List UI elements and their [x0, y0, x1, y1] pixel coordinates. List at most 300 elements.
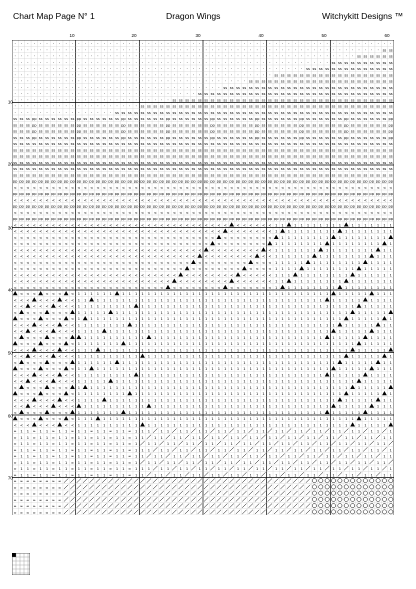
- stitch-symbol: ·: [167, 78, 169, 84]
- stitch-symbol: pp: [254, 204, 260, 209]
- stitch-symbol: <: [32, 404, 36, 409]
- stitch-symbol: 1: [173, 317, 176, 322]
- stitch-symbol: 1: [332, 454, 335, 459]
- stitch-symbol: ss: [185, 129, 189, 134]
- stitch-symbol: ss: [318, 148, 323, 153]
- stitch-symbol: pp: [70, 192, 75, 197]
- stitch-symbol: ss: [306, 98, 310, 103]
- stitch-slash: [389, 441, 393, 445]
- stitch-symbol: 1: [96, 317, 100, 322]
- stitch-symbol: pp: [159, 192, 164, 197]
- stitch-symbol: 1: [255, 417, 259, 422]
- stitch-symbol: <: [70, 404, 74, 409]
- stitch-symbol: pp: [82, 204, 88, 209]
- stitch-symbol: ∞: [51, 454, 55, 459]
- stitch-symbol: ∞: [70, 429, 74, 434]
- stitch-symbol: <: [32, 385, 36, 390]
- stitch-symbol: <: [217, 229, 221, 234]
- stitch-symbol: 1: [185, 354, 189, 359]
- stitch-symbol: pp: [242, 217, 247, 222]
- stitch-symbol: <: [102, 260, 106, 265]
- stitch-slash: [229, 510, 233, 514]
- stitch-triangle: [70, 385, 75, 389]
- stitch-triangle: [344, 316, 349, 320]
- stitch-symbol: ·: [301, 47, 303, 53]
- stitch-slash: [261, 491, 265, 495]
- stitch-symbol: <: [115, 242, 119, 247]
- stitch-symbol: ss: [274, 85, 279, 90]
- stitch-symbol: <: [121, 229, 125, 234]
- stitch-symbol: ·: [148, 72, 150, 78]
- stitch-symbol: 1: [313, 329, 316, 334]
- stitch-symbol: 1: [77, 292, 80, 297]
- stitch-symbol: <: [26, 335, 30, 340]
- stitch-symbol: ss: [45, 167, 49, 172]
- stitch-symbol: 1: [313, 323, 316, 328]
- stitch-circle: [350, 510, 354, 514]
- stitch-symbol: 1: [319, 242, 322, 247]
- stitch-symbol: <: [77, 242, 81, 247]
- stitch-symbol: pp: [191, 179, 196, 184]
- stitch-symbol: <: [255, 223, 259, 228]
- stitch-triangle: [357, 341, 362, 345]
- stitch-symbol: ss: [369, 67, 374, 72]
- stitch-symbol: 1: [370, 260, 373, 265]
- stitch-symbol: 1: [243, 423, 246, 428]
- stitch-symbol: 1: [338, 467, 342, 472]
- stitch-symbol: <: [39, 242, 43, 247]
- stitch-circle: [376, 510, 380, 514]
- stitch-symbol: 1: [154, 342, 157, 347]
- stitch-symbol: 1: [198, 392, 201, 397]
- stitch-symbol: 1: [166, 398, 170, 403]
- stitch-symbol: 1: [357, 242, 361, 247]
- stitch-symbol: <: [370, 198, 374, 203]
- stitch-symbol: <: [77, 267, 81, 272]
- stitch-symbol: ∞: [51, 485, 55, 490]
- column-number: 40: [258, 33, 264, 38]
- stitch-symbol: 1: [345, 329, 348, 334]
- stitch-symbol: 1: [262, 317, 265, 322]
- stitch-symbol: <: [64, 373, 68, 378]
- stitch-symbol: 1: [147, 379, 151, 384]
- stitch-symbol: ·: [345, 47, 347, 53]
- stitch-symbol: pp: [63, 179, 69, 184]
- stitch-symbol: ss: [357, 142, 361, 147]
- stitch-symbol: 1: [383, 229, 386, 234]
- stitch-symbol: <: [70, 292, 74, 297]
- stitch-symbol: ·: [160, 53, 163, 59]
- stitch-symbol: <: [185, 242, 189, 247]
- stitch-slash: [210, 497, 214, 501]
- stitch-symbol: 1: [332, 385, 335, 390]
- stitch-symbol: ·: [90, 47, 93, 53]
- stitch-symbol: <: [160, 273, 164, 278]
- stitch-slash: [261, 472, 265, 476]
- stitch-symbol: 1: [383, 254, 386, 259]
- stitch-symbol: <: [39, 348, 43, 353]
- stitch-symbol: 1: [198, 360, 201, 365]
- stitch-slash: [159, 510, 163, 514]
- stitch-symbol: ∞: [70, 435, 74, 440]
- stitch-symbol: pp: [146, 204, 152, 209]
- stitch-symbol: ·: [237, 41, 239, 47]
- stitch-symbol: 1: [383, 285, 386, 290]
- stitch-symbol: <: [128, 260, 132, 265]
- stitch-symbol: ·: [167, 41, 169, 47]
- stitch-slash: [338, 472, 342, 476]
- stitch-symbol: ss: [248, 148, 253, 153]
- stitch-symbol: ·: [199, 41, 201, 47]
- stitch-slash: [261, 479, 265, 483]
- stitch-symbol: 1: [173, 329, 176, 334]
- stitch-symbol: ·: [71, 53, 74, 59]
- stitch-symbol: ·: [135, 53, 137, 59]
- stitch-symbol: 1: [306, 442, 310, 447]
- stitch-symbol: ss: [350, 154, 355, 159]
- stitch-symbol: <: [179, 285, 183, 290]
- stitch-symbol: <: [255, 267, 259, 272]
- stitch-symbol: ss: [318, 117, 323, 122]
- stitch-symbol: 1: [122, 423, 125, 428]
- stitch-symbol: 1: [275, 329, 278, 334]
- stitch-symbol: 1: [262, 460, 265, 465]
- stitch-symbol: pp: [280, 192, 285, 197]
- stitch-symbol: pp: [203, 192, 209, 197]
- stitch-symbol: <: [198, 260, 202, 265]
- stitch-symbol: <: [20, 285, 24, 290]
- stitch-symbol: 1: [313, 310, 316, 315]
- stitch-symbol: ss: [306, 67, 310, 72]
- stitch-symbol: 1: [376, 317, 380, 322]
- stitch-symbol: 1: [173, 298, 176, 303]
- stitch-symbol: ·: [154, 72, 156, 78]
- stitch-symbol: ·: [103, 97, 105, 103]
- stitch-symbol: ss: [70, 129, 75, 134]
- stitch-symbol: <: [153, 210, 157, 215]
- stitch-triangle: [376, 322, 381, 326]
- stitch-symbol: pp: [363, 204, 368, 209]
- stitch-symbol: 1: [306, 223, 310, 228]
- stitch-symbol: ·: [20, 78, 23, 84]
- stitch-symbol: pp: [356, 179, 362, 184]
- stitch-symbol: 1: [185, 392, 189, 397]
- stitch-symbol: ss: [261, 148, 266, 153]
- stitch-slash: [64, 510, 68, 514]
- stitch-symbol: 1: [39, 454, 42, 459]
- stitch-symbol: pp: [299, 129, 304, 134]
- stitch-symbol: ∞: [51, 442, 55, 447]
- stitch-symbol: 1: [255, 304, 259, 309]
- stitch-symbol: ·: [52, 53, 55, 59]
- stitch-symbol: ·: [358, 41, 360, 47]
- stitch-symbol: ss: [89, 117, 94, 122]
- stitch-symbol: <: [281, 185, 285, 190]
- stitch-triangle: [70, 360, 75, 364]
- stitch-symbol: 1: [20, 473, 23, 478]
- stitch-slash: [83, 504, 87, 508]
- stitch-symbol: <: [90, 210, 94, 215]
- stitch-symbol: 1: [275, 242, 278, 247]
- stitch-symbol: <: [255, 185, 259, 190]
- stitch-symbol: ss: [147, 173, 151, 178]
- stitch-symbol: 1: [192, 360, 195, 365]
- stitch-symbol: ·: [65, 91, 67, 97]
- stitch-circle: [363, 479, 367, 483]
- stitch-triangle: [376, 360, 381, 364]
- stitch-symbol: 1: [128, 398, 131, 403]
- stitch-symbol: 1: [326, 398, 329, 403]
- stitch-slash: [89, 479, 93, 483]
- stitch-symbol: 1: [96, 292, 100, 297]
- stitch-symbol: ss: [197, 167, 202, 172]
- stitch-slash: [109, 479, 113, 483]
- stitch-symbol: 1: [77, 379, 80, 384]
- stitch-symbol: ss: [287, 110, 291, 115]
- stitch-slash: [191, 466, 195, 470]
- stitch-slash: [300, 472, 304, 476]
- stitch-symbol: 1: [268, 348, 271, 353]
- stitch-symbol: ss: [197, 142, 202, 147]
- stitch-symbol: ·: [110, 103, 112, 109]
- stitch-symbol: ss: [280, 92, 285, 97]
- stitch-symbol: <: [141, 248, 145, 253]
- stitch-symbol: ss: [287, 135, 291, 140]
- stitch-symbol: pp: [44, 179, 50, 184]
- stitch-symbol: 1: [326, 404, 329, 409]
- stitch-symbol: ·: [65, 109, 67, 115]
- stitch-symbol: 1: [364, 292, 367, 297]
- stitch-symbol: ss: [293, 85, 298, 90]
- stitch-symbol: pp: [210, 217, 215, 222]
- stitch-triangle: [325, 372, 330, 376]
- stitch-triangle: [280, 285, 285, 289]
- stitch-symbol: ss: [312, 135, 317, 140]
- stitch-triangle: [64, 316, 69, 320]
- stitch-symbol: ss: [236, 110, 240, 115]
- stitch-symbol: 1: [135, 398, 138, 403]
- stitch-symbol: 1: [255, 448, 259, 453]
- stitch-symbol: 1: [230, 423, 233, 428]
- stitch-symbol: pp: [44, 217, 50, 222]
- stitch-triangle: [357, 304, 362, 308]
- stitch-symbol: ss: [57, 160, 62, 165]
- stitch-triangle: [64, 366, 69, 370]
- stitch-symbol: ss: [38, 167, 43, 172]
- stitch-symbol: <: [268, 185, 272, 190]
- stitch-symbol: ss: [318, 129, 323, 134]
- stitch-symbol: ss: [331, 160, 336, 165]
- stitch-symbol: pp: [324, 192, 330, 197]
- stitch-symbol: ss: [318, 173, 323, 178]
- stitch-symbol: 1: [326, 229, 329, 234]
- stitch-triangle: [363, 297, 368, 301]
- stitch-symbol: ss: [369, 154, 374, 159]
- stitch-symbol: <: [134, 285, 138, 290]
- stitch-slash: [293, 460, 297, 464]
- stitch-symbol: 1: [154, 304, 157, 309]
- stitch-slash: [357, 454, 361, 458]
- stitch-symbol: 1: [211, 373, 214, 378]
- stitch-symbol: ∞: [51, 492, 55, 497]
- stitch-symbol: ss: [312, 142, 317, 147]
- stitch-symbol: ss: [376, 123, 380, 128]
- stitch-slash: [153, 510, 157, 514]
- stitch-symbol: 1: [217, 310, 221, 315]
- stitch-symbol: 1: [205, 417, 208, 422]
- stitch-symbol: <: [51, 398, 55, 403]
- stitch-symbol: ·: [33, 97, 35, 103]
- stitch-symbol: <: [172, 235, 176, 240]
- stitch-symbol: pp: [133, 217, 139, 222]
- stitch-symbol: pp: [299, 117, 304, 122]
- stitch-symbol: 1: [332, 285, 335, 290]
- stitch-symbol: <: [141, 235, 145, 240]
- stitch-symbol: 1: [84, 448, 87, 453]
- stitch-slash: [121, 497, 125, 501]
- stitch-symbol: ·: [33, 91, 35, 97]
- stitch-symbol: 1: [364, 367, 367, 372]
- stitch-symbol: 1: [351, 473, 354, 478]
- stitch-slash: [249, 491, 253, 495]
- stitch-symbol: 1: [345, 454, 348, 459]
- stitch-symbol: ∞: [39, 479, 43, 484]
- stitch-symbol: 1: [351, 298, 354, 303]
- stitch-symbol: <: [115, 248, 119, 253]
- stitch-symbol: ss: [325, 148, 330, 153]
- stitch-circle: [350, 479, 354, 483]
- stitch-circle: [376, 504, 380, 508]
- stitch-symbol: 1: [262, 423, 265, 428]
- stitch-symbol: 1: [370, 304, 373, 309]
- stitch-symbol: <: [281, 198, 285, 203]
- stitch-symbol: pp: [273, 204, 279, 209]
- stitch-symbol: <: [39, 185, 43, 190]
- stitch-symbol: <: [261, 260, 265, 265]
- stitch-symbol: ss: [344, 92, 349, 97]
- stitch-symbol: ·: [122, 53, 125, 59]
- stitch-symbol: <: [90, 285, 94, 290]
- stitch-symbol: 1: [370, 354, 373, 359]
- stitch-symbol: 1: [294, 292, 297, 297]
- stitch-slash: [89, 491, 93, 495]
- stitch-symbol: ·: [160, 91, 163, 97]
- stitch-symbol: <: [268, 279, 272, 284]
- stitch-slash: [96, 485, 100, 489]
- stitch-symbol: ss: [369, 123, 374, 128]
- stitch-symbol: pp: [12, 179, 18, 184]
- stitch-slash: [204, 504, 208, 508]
- stitch-symbol: 1: [300, 260, 303, 265]
- stitch-symbol: <: [204, 273, 208, 278]
- stitch-symbol: ·: [192, 41, 195, 47]
- stitch-symbol: ss: [19, 154, 24, 159]
- stitch-symbol: <: [26, 323, 30, 328]
- stitch-symbol: ss: [382, 135, 387, 140]
- stitch-slash: [319, 472, 323, 476]
- stitch-symbol: <: [166, 235, 170, 240]
- stitch-circle: [338, 491, 342, 495]
- stitch-symbol: 1: [364, 354, 367, 359]
- stitch-symbol: pp: [254, 117, 260, 122]
- stitch-symbol: ∞: [13, 510, 17, 515]
- stitch-symbol: ·: [40, 66, 42, 72]
- stitch-symbol: pp: [229, 192, 234, 197]
- stitch-symbol: ss: [388, 98, 393, 103]
- stitch-symbol: ss: [363, 167, 368, 172]
- stitch-symbol: 1: [236, 448, 240, 453]
- stitch-symbol: <: [26, 342, 30, 347]
- stitch-symbol: ·: [46, 84, 48, 90]
- stitch-symbol: ss: [210, 167, 215, 172]
- stitch-symbol: ·: [224, 78, 226, 84]
- stitch-symbol: <: [121, 279, 125, 284]
- stitch-slash: [128, 485, 132, 489]
- stitch-symbol: <: [96, 235, 100, 240]
- stitch-symbol: 1: [294, 423, 297, 428]
- stitch-symbol: 1: [141, 335, 144, 340]
- stitch-symbol: 1: [262, 467, 265, 472]
- stitch-symbol: ss: [197, 148, 202, 153]
- stitch-slash: [217, 479, 221, 483]
- stitch-symbol: 1: [332, 317, 335, 322]
- stitch-symbol: 1: [332, 448, 335, 453]
- stitch-symbol: ·: [46, 103, 48, 109]
- stitch-symbol: <: [20, 373, 24, 378]
- stitch-symbol: <: [223, 254, 227, 259]
- stitch-symbol: 1: [198, 467, 201, 472]
- stitch-symbol: ss: [280, 142, 285, 147]
- row-number: 40: [7, 287, 13, 293]
- stitch-symbol: <: [166, 279, 170, 284]
- stitch-symbol: 1: [383, 404, 386, 409]
- stitch-symbol: ·: [65, 59, 67, 65]
- stitch-symbol: 1: [192, 473, 195, 478]
- stitch-symbol: ss: [293, 167, 298, 172]
- stitch-symbol: <: [357, 210, 361, 215]
- stitch-symbol: ·: [205, 47, 207, 53]
- stitch-symbol: 1: [128, 404, 131, 409]
- stitch-symbol: 1: [376, 354, 380, 359]
- stitch-symbol: 1: [84, 360, 87, 365]
- stitch-symbol: 1: [357, 429, 361, 434]
- stitch-symbol: ·: [288, 59, 290, 65]
- stitch-symbol: ss: [248, 117, 253, 122]
- stitch-symbol: <: [77, 254, 81, 259]
- stitch-symbol: <: [51, 423, 55, 428]
- stitch-symbol: pp: [12, 217, 18, 222]
- stitch-symbol: ∞: [51, 435, 55, 440]
- stitch-symbol: <: [191, 229, 195, 234]
- stitch-symbol: 1: [103, 323, 106, 328]
- stitch-slash: [242, 454, 246, 458]
- stitch-symbol: ·: [78, 53, 80, 59]
- stitch-symbol: ss: [318, 110, 323, 115]
- stitch-symbol: 1: [300, 223, 303, 228]
- stitch-symbol: <: [32, 279, 36, 284]
- stitch-symbol: pp: [286, 217, 292, 222]
- stitch-symbol: <: [351, 198, 355, 203]
- stitch-symbol: ·: [256, 59, 258, 65]
- stitch-symbol: ss: [325, 67, 330, 72]
- stitch-symbol: 1: [389, 223, 392, 228]
- stitch-symbol: 1: [294, 323, 297, 328]
- stitch-symbol: pp: [127, 217, 133, 222]
- stitch-symbol: 1: [300, 335, 303, 340]
- stitch-symbol: 1: [96, 310, 100, 315]
- stitch-symbol: ·: [20, 72, 23, 78]
- stitch-symbol: ss: [388, 60, 393, 65]
